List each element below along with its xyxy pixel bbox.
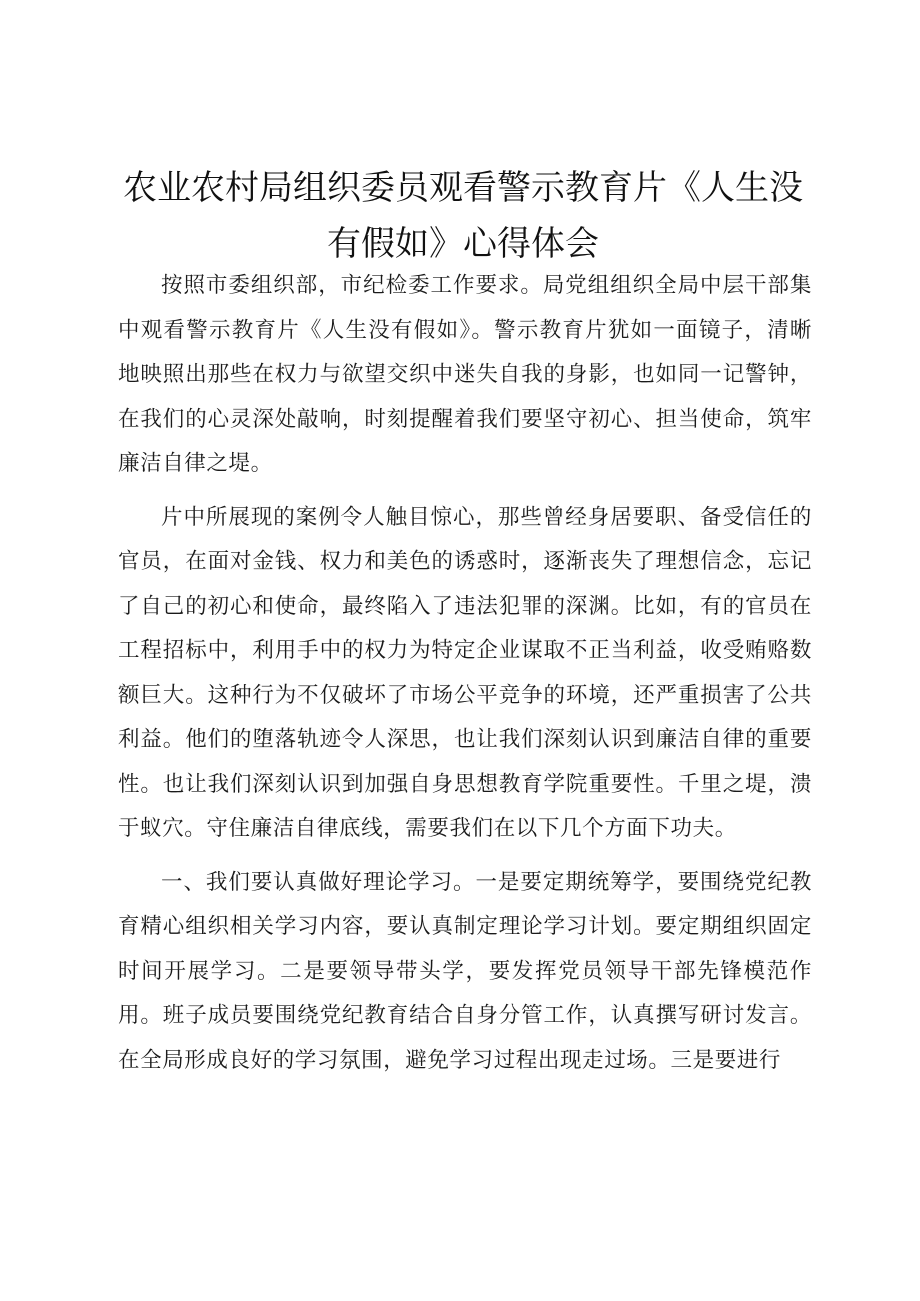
document-body — [118, 264, 812, 1083]
paragraph-section-one — [118, 861, 812, 1084]
section-one-text: 一是要定期统筹学，要围绕党纪教育精心组织相关学习内容，要认真制定理论学习计划。要定期组织固定时间开展学习。二是要领导带头学，要发挥党员领导干部先锋模范作用。班子成员要围绕党纪教育结合自身分管工作，认真撰写研讨发言。在全局形成良好的学习氛围，避免学习过程出现走过场。三是要进行 — [118, 869, 812, 1073]
paragraph-cases: 片中所展现的案例令人触目惊心，那些曾经身居要职、备受信任的官员，在面对金钱、权力和美色的诱惑时，逐渐丧失了理想信念，忘记了自己的初心和使命，最终陷入了违法犯罪的深渊。比如，有的官员在工程招标中，利用手中的权力为特定企业谋取不正当利益，收受贿赂数额巨大。这种行为不仅破坏了市场公平竞争的环境，还严重损害了公共利益。他们的堕落轨迹令人深思，也让我们深刻认识到廉洁自律的重要性。也让我们深刻认识到加强自身思想教育学院重要性。千里之堤，溃于蚁穴。守住廉洁自律底线，需要我们在以下几个方面下功夫。 — [118, 504, 812, 841]
paragraph-intro: 按照市委组织部，市纪检委工作要求。局党组组织全局中层干部集中观看警示教育片《人生没有假如》。警示教育片犹如一面镜子，清晰地映照出那些在权力与欲望交织中迷失自我的身影，也如同一记警钟，在我们的心灵深处敲响，时刻提醒着我们要坚守初心、担当使命，筑牢廉洁自律之堤。 — [118, 273, 812, 476]
document-title: 农业农村局组织委员观看警示教育片《人生没有假如》心得体会 — [123, 168, 803, 264]
section-one-heading: 一、我们要认真做好理论学习。 — [161, 869, 476, 895]
